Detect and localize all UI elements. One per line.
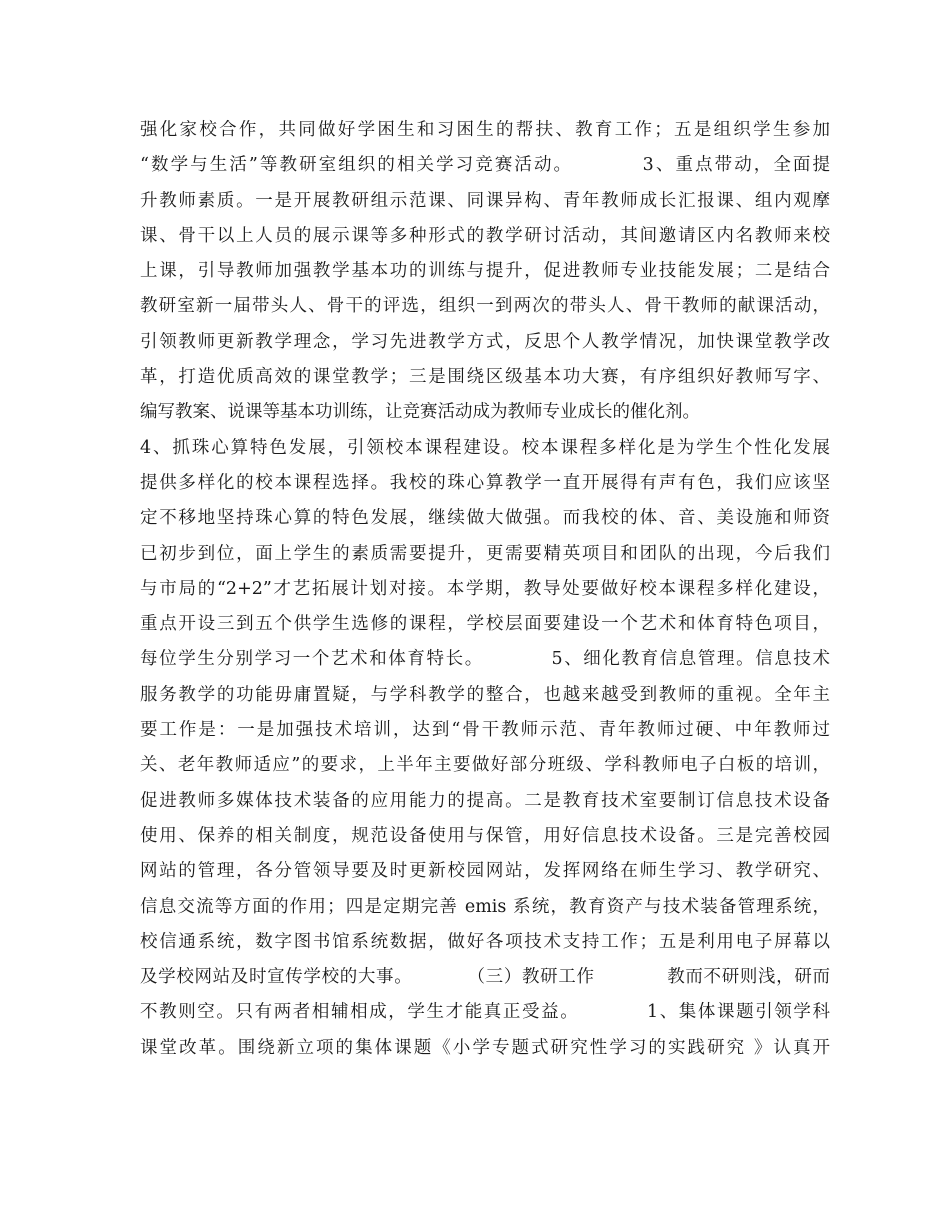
- text-line: 重点开设三到五个供学生选修的课程，学校层面要建设一个艺术和体育特色项目，: [140, 614, 830, 635]
- text-line: 引领教师更新教学理念，学习先进教学方式，反思个人教学情况，加快课堂教学改: [140, 331, 830, 352]
- text-line: 关、老年教师适应”的要求，上半年主要做好部分班级、学科教师电子白板的培训，: [140, 755, 830, 776]
- text-line: 4、抓珠心算特色发展，引领校本课程建设。校本课程多样化是为学生个性化发展: [140, 437, 830, 458]
- text-line: 课、骨干以上人员的展示课等多种形式的教学研讨活动，其间邀请区内名教师来校: [140, 225, 830, 246]
- text-line: 服务教学的功能毋庸置疑，与学科教学的整合，也越来越受到教师的重视。全年主: [140, 684, 830, 705]
- text-line: 每位学生分别学习一个艺术和体育特长。 5、细化教育信息管理。信息技术: [140, 649, 830, 670]
- text-line: 校信通系统，数字图书馆系统数据，做好各项技术支持工作；五是利用电子屏幕以: [140, 931, 830, 952]
- document-body: [140, 113, 830, 1066]
- text-line: 课堂改革。围绕新立项的集体课题《小学专题式研究性学习的实践研究 》认真开: [140, 1037, 830, 1058]
- text-line: 不教则空。只有两者相辅相成，学生才能真正受益。 1、集体课题引领学科: [140, 1002, 830, 1023]
- text-line: 定不移地坚持珠心算的特色发展，继续做大做强。而我校的体、音、美设施和师资: [140, 508, 830, 529]
- text-line: 强化家校合作，共同做好学困生和习困生的帮扶、教育工作；五是组织学生参加: [140, 120, 830, 140]
- text-line: 使用、保养的相关制度，规范设备使用与保管，用好信息技术设备。三是完善校园: [140, 825, 830, 846]
- text-line: 网站的管理，各分管领导要及时更新校园网站，发挥网络在师生学习、教学研究、: [140, 861, 830, 882]
- text-line: 信息交流等方面的作用；四是定期完善 emis 系统，教育资产与技术装备管理系统，: [140, 896, 830, 917]
- text-line: 已初步到位，面上学生的素质需要提升，更需要精英项目和团队的出现，今后我们: [140, 543, 830, 564]
- text-line: 上课，引导教师加强教学基本功的训练与提升，促进教师专业技能发展；二是结合: [140, 261, 830, 282]
- text-line: 要工作是：一是加强技术培训，达到“骨干教师示范、青年教师过硬、中年教师过: [140, 720, 830, 741]
- text-line: 教研室新一届带头人、骨干的评选，组织一到两次的带头人、骨干教师的献课活动，: [140, 296, 830, 317]
- text-line: 及学校网站及时宣传学校的大事。 （三）教研工作 教而不研则浅，研而: [140, 967, 830, 988]
- text-line: 革，打造优质高效的课堂教学；三是围绕区级基本功大赛，有序组织好教师写字、: [140, 367, 830, 388]
- text-line: 促进教师多媒体技术装备的应用能力的提高。二是教育技术室要制订信息技术设备: [140, 790, 830, 811]
- text-line: 与市局的“2+2”才艺拓展计划对接。本学期，教导处要做好校本课程多样化建设，: [140, 578, 830, 599]
- text-line: 编写教案、说课等基本功训练，让竞赛活动成为教师专业成长的催化剂。: [140, 402, 700, 423]
- text-line: 提供多样化的校本课程选择。我校的珠心算教学一直开展得有声有色，我们应该坚: [140, 472, 830, 493]
- text-line: 升教师素质。一是开展教研组示范课、同课异构、青年教师成长汇报课、组内观摩: [140, 190, 830, 211]
- text-line: “数学与生活”等教研室组织的相关学习竞赛活动。 3、重点带动，全面提: [140, 155, 830, 176]
